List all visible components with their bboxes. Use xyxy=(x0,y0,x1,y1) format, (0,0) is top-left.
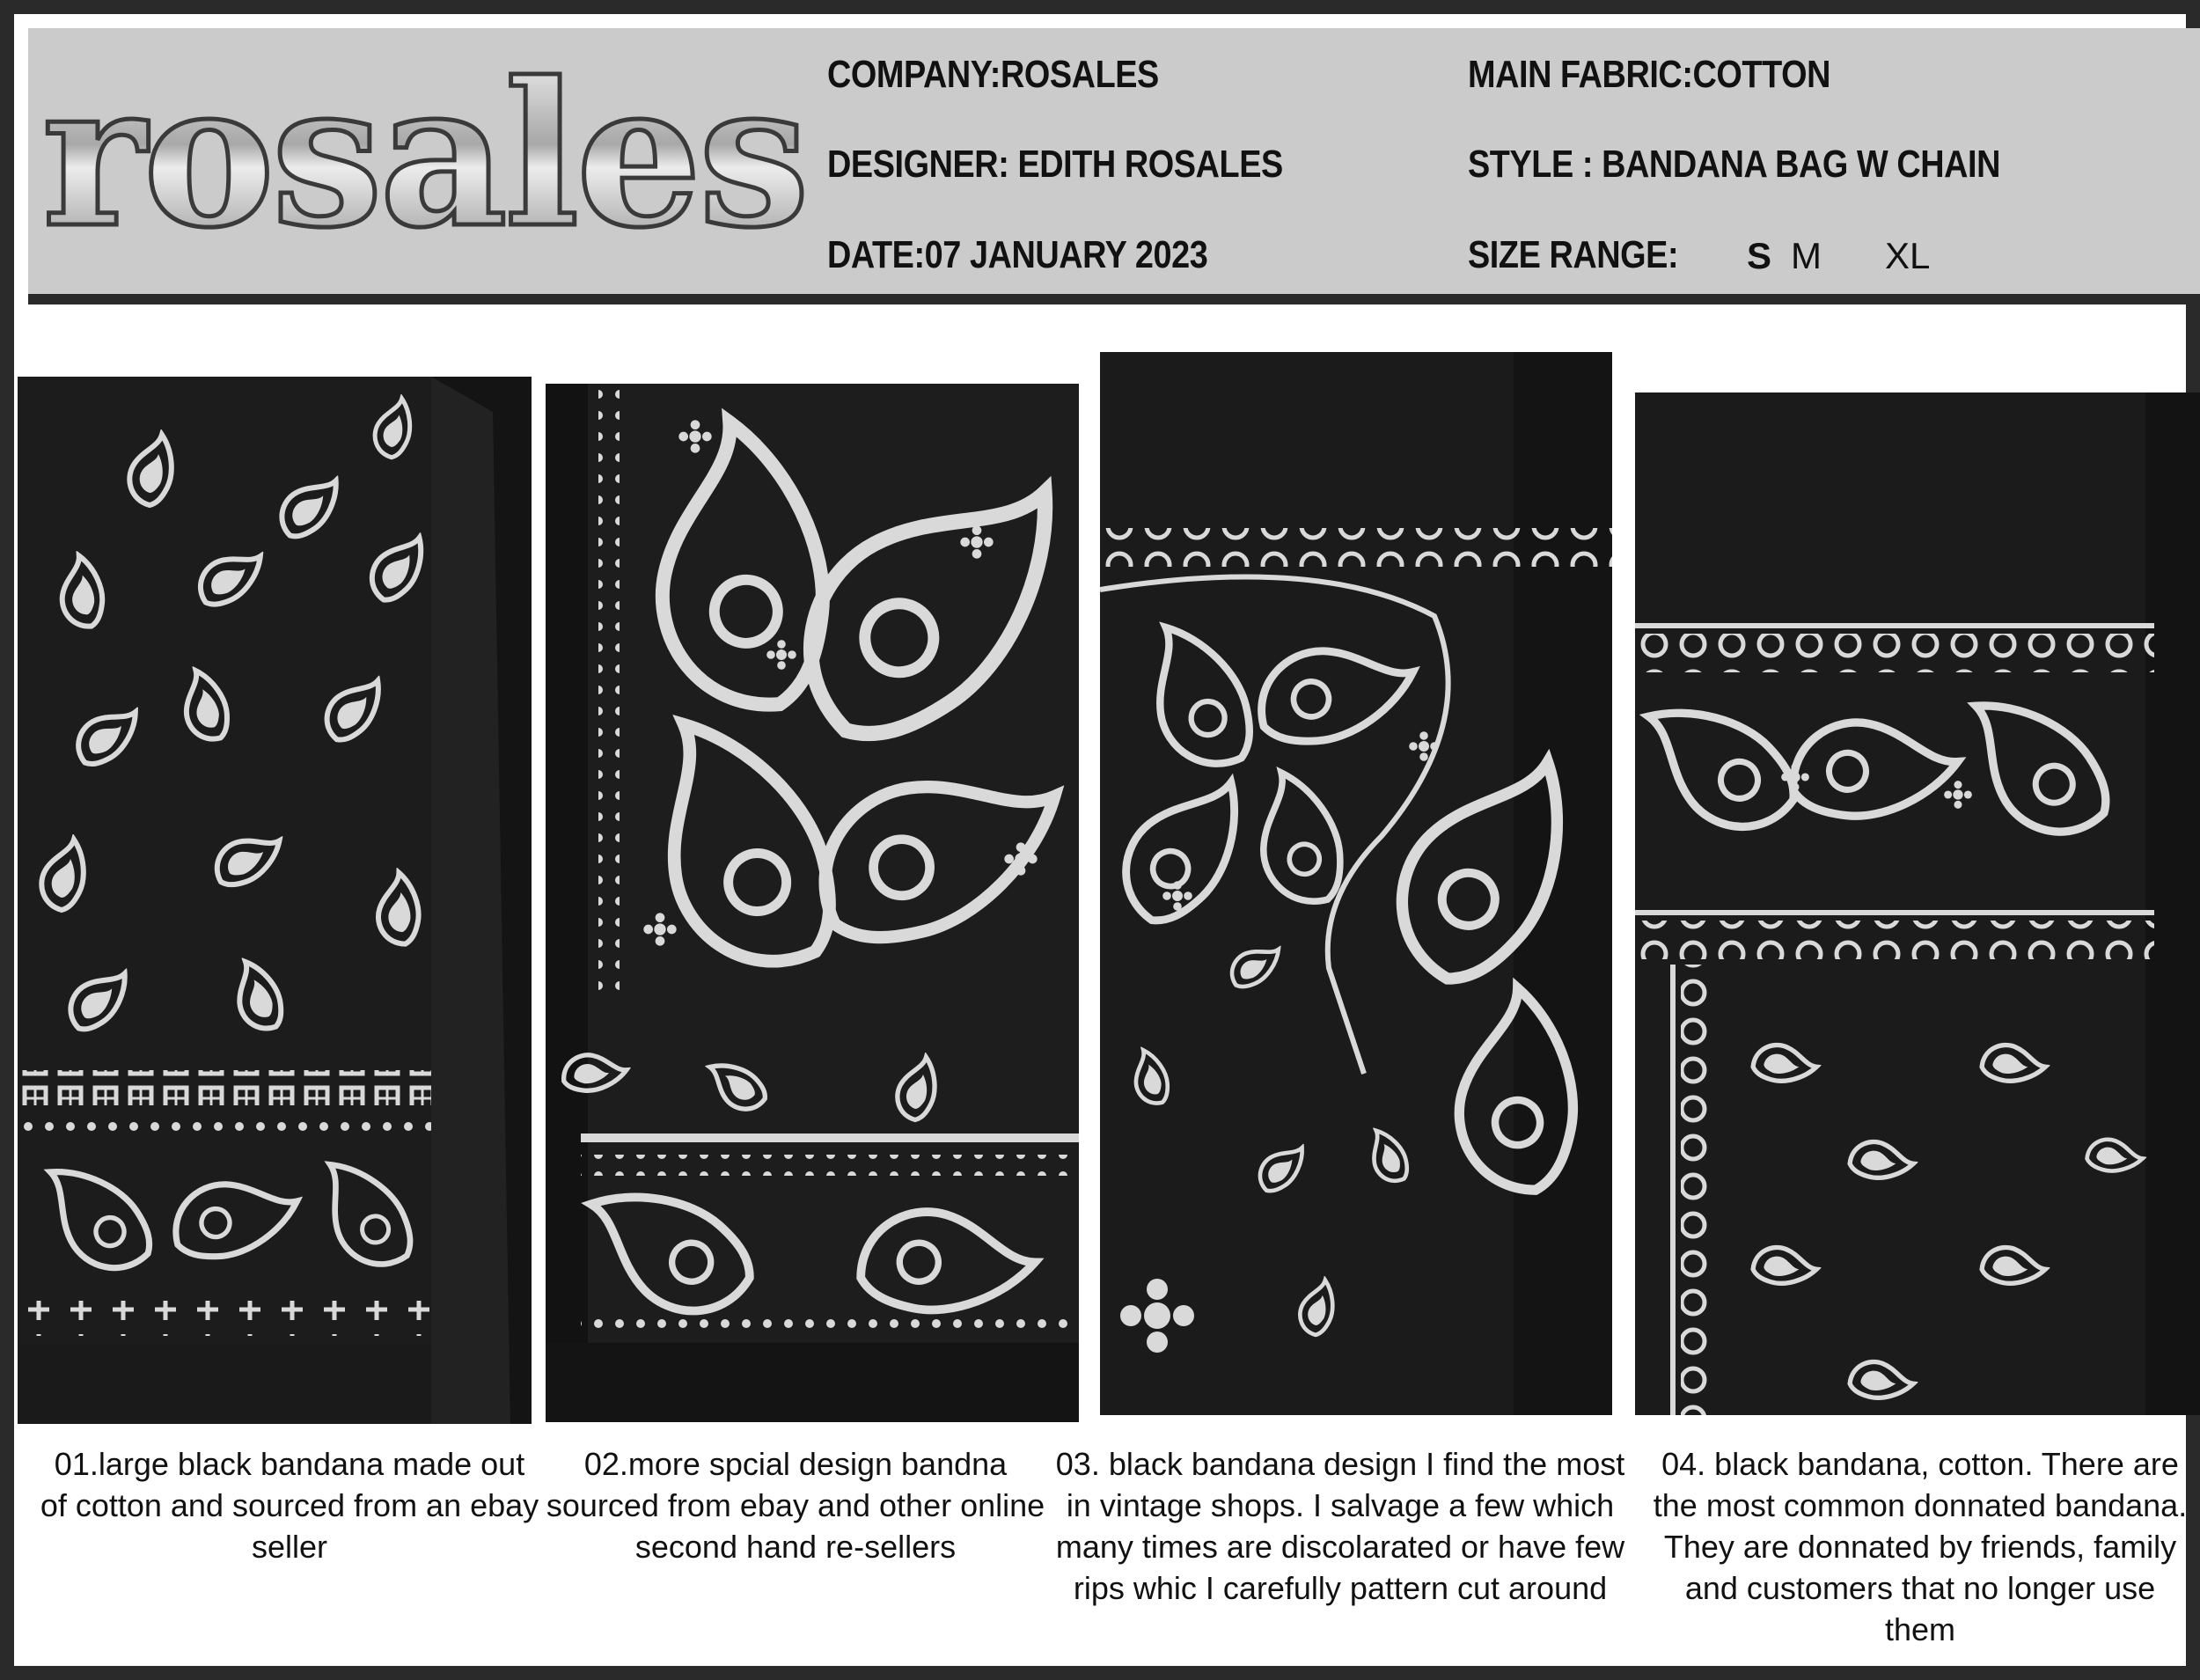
bandana-photo-3 xyxy=(1100,352,1612,1415)
size-option-xl: XL xyxy=(1885,235,1931,276)
size-option-s: S xyxy=(1747,235,1772,276)
brand-logo xyxy=(37,35,811,290)
caption-1: 01.large black bandana made out of cotton and sourced from an ebay seller xyxy=(40,1446,539,1565)
company-label: COMPANY:ROSALES xyxy=(827,53,1159,96)
date-label: DATE:07 JANUARY 2023 xyxy=(827,233,1208,276)
caption-3: 03. black bandana design I find the most in vintage shops. I salvage a few which many times are discolarated or have few rips whic I carefully pattern cut around xyxy=(1055,1446,1625,1606)
caption-4: 04. black bandana, cotton. There are the most common donnated bandana. They are donnated by friends, family and customers that no longer use them xyxy=(1653,1446,2188,1647)
brand-logo-text: rosales xyxy=(41,40,807,272)
bandana-photo-2 xyxy=(546,384,1079,1422)
header-panel xyxy=(28,28,2200,304)
main-fabric-label: MAIN FABRIC:COTTON xyxy=(1468,53,1830,96)
designer-label: DESIGNER: EDITH ROSALES xyxy=(827,143,1283,186)
bandana-photo-4 xyxy=(1635,392,2200,1415)
style-label: STYLE : BANDANA BAG W CHAIN xyxy=(1468,143,2001,186)
caption-2: 02.more spcial design bandna sourced from ebay and other online second hand re-sellers xyxy=(546,1446,1045,1565)
bandana-photo-1 xyxy=(18,377,532,1424)
size-option-m: M xyxy=(1791,235,1822,276)
size-range-label: SIZE RANGE: xyxy=(1468,233,1679,276)
